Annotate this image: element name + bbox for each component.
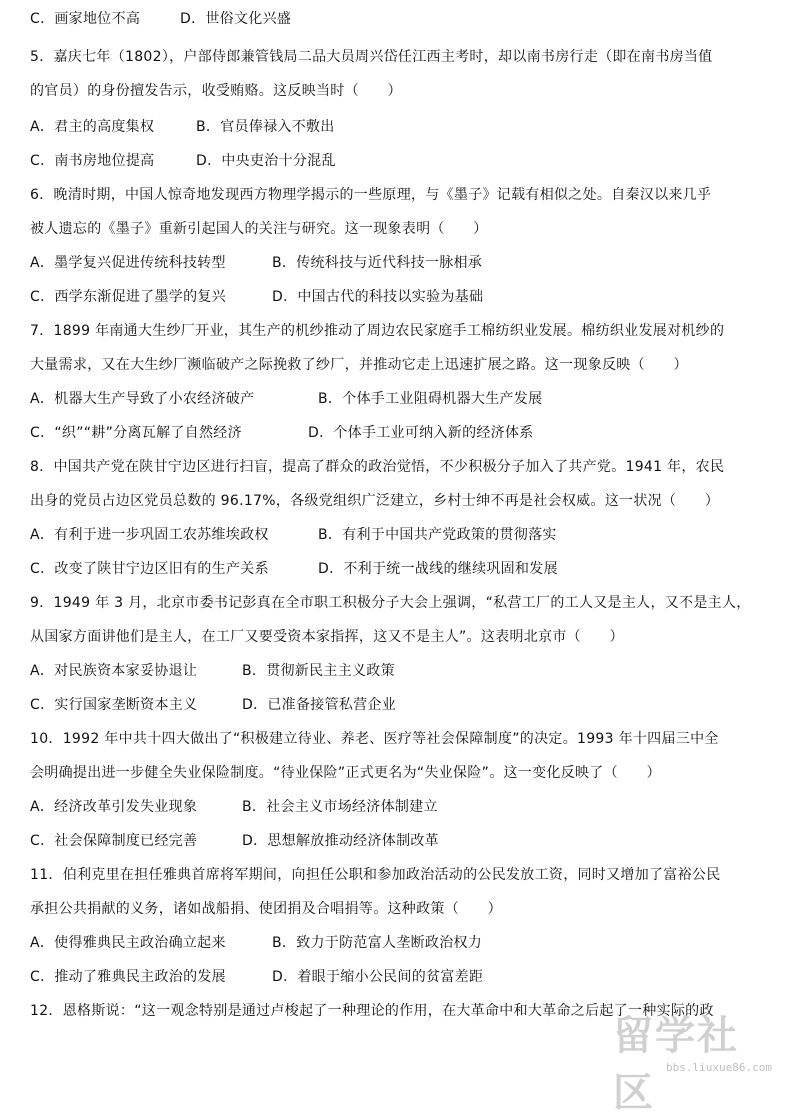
q5-option-b: B．官员俸禄入不敷出 xyxy=(196,119,335,135)
q8-stem-2: 出身的党员占边区党员总数的 96.17%，各级党组织广泛建立，乡村士绅不再是社会权威。这一状况（ ） xyxy=(30,493,720,509)
q6-option-a: A．墨学复兴促进传统科技转型 xyxy=(30,255,226,271)
q4-option-c: C．画家地位不高 xyxy=(30,11,141,27)
q11-option-a: A．使得雅典民主政治确立起来 xyxy=(30,935,226,951)
q7-stem-1: 7．1899 年南通大生纱厂开业，其生产的机纱推动了周边农民家庭手工棉纺织业发展。棉纺织业发展对机纱的 xyxy=(30,323,725,339)
q9-option-c: C．实行国家垄断资本主义 xyxy=(30,697,198,713)
q9-stem-1: 9．1949 年 3 月，北京市委书记彭真在全市职工积极分子大会上强调，“私营工厂的工人又是主人，又不是主人， xyxy=(30,595,751,611)
q11-option-b: B．致力于防范富人垄断政治权力 xyxy=(272,935,483,951)
q10-stem-1: 10．1992 年中共十四大做出了“积极建立待业、养老、医疗等社会保障制度”的决定。1993 年十四届三中全 xyxy=(30,731,719,747)
q10-option-c: C．社会保障制度已经完善 xyxy=(30,833,198,849)
q8-option-c: C．改变了陕甘宁边区旧有的生产关系 xyxy=(30,561,269,577)
q5-option-a: A．君主的高度集权 xyxy=(30,119,155,135)
q11-option-c: C．推动了雅典民主政治的发展 xyxy=(30,969,226,985)
q7-option-b: B．个体手工业阻碍机器大生产发展 xyxy=(318,391,543,407)
q5-option-c: C．南书房地位提高 xyxy=(30,153,155,169)
watermark-logo-text: 留学社区 xyxy=(613,1013,739,1116)
q8-option-d: D．不利于统一战线的继续巩固和发展 xyxy=(318,561,558,577)
q10-stem-2: 会明确提出进一步健全失业保险制度。“待业保险”正式更名为“失业保险”。这一变化反映了（ ） xyxy=(30,765,661,781)
q12-stem-1: 12．恩格斯说：“这一观念特别是通过卢梭起了一种理论的作用，在大革命中和大革命之后起了一种实际的政 xyxy=(30,1003,714,1019)
q10-option-b: B．社会主义市场经济体制建立 xyxy=(242,799,438,815)
q7-stem-2: 大量需求，又在大生纱厂濒临破产之际挽救了纱厂，并推动它走上迅速扩展之路。这一现象反映（ ） xyxy=(30,357,688,373)
q7-option-c: C．“织”“耕”分离瓦解了自然经济 xyxy=(30,425,242,441)
q9-option-d: D．已准备接管私营企业 xyxy=(242,697,397,713)
q5-option-d: D．中央吏治十分混乱 xyxy=(196,153,336,169)
q9-stem-2: 从国家方面讲他们是主人，在工厂又要受资本家指挥，这又不是主人”。这表明北京市（ ） xyxy=(30,629,624,645)
q10-option-d: D．思想解放推动经济体制改革 xyxy=(242,833,439,849)
q11-stem-2: 承担公共捐献的义务，诸如战船捐、使团捐及合唱捐等。这种政策（ ） xyxy=(30,901,502,917)
watermark-url: bbs.liuxue86.com xyxy=(666,1061,772,1074)
q6-stem-2: 被人遗忘的《墨子》重新引起国人的关注与研究。这一现象表明（ ） xyxy=(30,221,488,237)
q7-option-a: A．机器大生产导致了小农经济破产 xyxy=(30,391,255,407)
q6-stem-1: 6．晚清时期，中国人惊奇地发现西方物理学揭示的一些原理，与《墨子》记载有相似之处。自秦汉以来几乎 xyxy=(30,187,712,203)
q9-option-a: A．对民族资本家妥协退让 xyxy=(30,663,198,679)
q6-option-c: C．西学东渐促进了墨学的复兴 xyxy=(30,289,226,305)
site-watermark xyxy=(613,1004,778,1116)
q9-option-b: B．贯彻新民主主义政策 xyxy=(242,663,395,679)
q7-option-d: D．个体手工业可纳入新的经济体系 xyxy=(308,425,534,441)
q11-stem-1: 11．伯利克里在担任雅典首席将军期间，向担任公职和参加政治活动的公民发放工资，同时又增加了富裕公民 xyxy=(30,867,721,883)
q4-option-d: D．世俗文化兴盛 xyxy=(180,11,292,27)
q11-option-d: D．着眼于缩小公民间的贫富差距 xyxy=(272,969,484,985)
q5-stem-1: 5．嘉庆七年（1802），户部侍郎兼管钱局二品大员周兴岱任江西主考时，却以南书房行走（即在南书房当值 xyxy=(30,49,713,65)
q6-option-d: D．中国古代的科技以实验为基础 xyxy=(272,289,484,305)
q10-option-a: A．经济改革引发失业现象 xyxy=(30,799,198,815)
q8-option-b: B．有利于中国共产党政策的贯彻落实 xyxy=(318,527,557,543)
q6-option-b: B．传统科技与近代科技一脉相承 xyxy=(272,255,483,271)
q8-stem-1: 8．中国共产党在陕甘宁边区进行扫盲，提高了群众的政治觉悟，不少积极分子加入了共产党。1941 年，农民 xyxy=(30,459,725,475)
q8-option-a: A．有利于进一步巩固工农苏维埃政权 xyxy=(30,527,269,543)
q5-stem-2: 的官员）的身份擅发告示，收受贿赂。这反映当时（ ） xyxy=(30,83,402,99)
